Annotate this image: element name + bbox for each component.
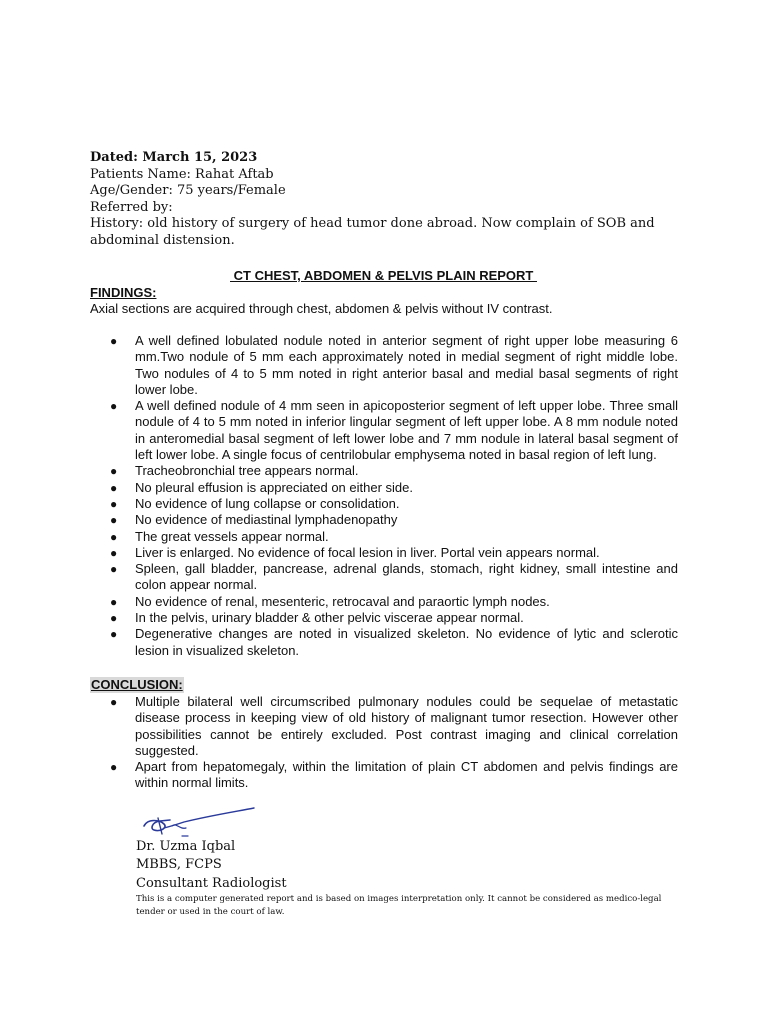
finding-text: Tracheobronchial tree appears normal. [135,463,359,479]
patient-name: Patients Name: Rahat Aftab [90,166,274,182]
doctor-title: Consultant Radiologist [136,875,287,891]
findings-heading: FINDINGS: [90,285,157,300]
bullet-icon: ● [110,529,118,544]
bullet-icon: ● [110,627,118,642]
list-item [108,463,678,479]
clinical-history: History: old history of surgery of head tumor done abroad. Now complain of SOB and abdominal distension. [90,216,655,248]
finding-text: No evidence of mediastinal lymphadenopathy [135,512,398,528]
report-date: Dated: March 15, 2023 [90,150,258,165]
list-item [108,480,678,496]
disclaimer-note: This is a computer generated report and is based on images interpretation only. It cannot be considered as medico-legal tender or used in the court of law. [136,894,662,917]
list-item [108,759,678,792]
list-item [108,529,678,545]
bullet-icon: ● [110,496,118,511]
signature-image [138,800,268,842]
list-item [108,610,678,626]
bullet-icon: ● [110,611,118,626]
finding-text: Spleen, gall bladder, pancrease, adrenal glands, stomach, right kidney, small intestine and colon appear normal. [135,561,678,593]
age-gender: Age/Gender: 75 years/Female [90,183,286,198]
list-item [108,512,678,528]
list-item [108,626,678,659]
conclusion-text: Multiple bilateral well circumscribed pulmonary nodules could be sequelae of metastatic disease process in keeping view of old history of malignant tumor resection. However other possibilities cannot be entirely excluded. Post contrast imaging and clinical correlation suggested. [135,694,678,758]
finding-text: A well defined nodule of 4 mm seen in apicoposterior segment of left upper lobe. Three small nodule of 4 to 5 mm noted in inferior lingular segment of left upper lobe. A 8 mm nodule noted in anteromedial basal segment of left lower lobe and 7 mm nodule in lateral basal segment of left lower lobe. A single focus of centrilobular emphysema noted in basal region of left lung. [135,398,678,463]
finding-text: A well defined lobulated nodule noted in anterior segment of right upper lobe measuring 6 mm.Two nodule of 5 mm each approximately noted in medial segment of right middle lobe. Two nodules of 4 to 5 mm noted in right anterior basal and medial basal segments of right lower lobe. [135,333,678,397]
finding-text: Degenerative changes are noted in visualized skeleton. No evidence of lytic and sclerotic lesion in visualized skeleton. [135,626,678,658]
list-item [108,333,678,398]
finding-text: Liver is enlarged. No evidence of focal lesion in liver. Portal vein appears normal. [135,544,600,560]
signatory-block [136,838,287,893]
bullet-icon: ● [110,399,118,414]
bullet-icon: ● [110,562,118,577]
conclusion-heading: CONCLUSION: [91,677,183,692]
conclusion-text: Apart from hepatomegaly, within the limitation of plain CT abdomen and pelvis findings are within normal limits. [135,759,678,791]
list-item [108,496,678,512]
findings-list [108,333,678,659]
conclusion-list [108,694,678,792]
list-item [108,545,678,561]
bullet-icon: ● [110,513,118,528]
list-item [108,594,678,610]
findings-intro: Axial sections are acquired through chest, abdomen & pelvis without IV contrast. [90,301,553,316]
list-item [108,561,678,594]
report-title: CT CHEST, ABDOMEN & PELVIS PLAIN REPORT [230,268,537,283]
doctor-qualifications: MBBS, FCPS [136,857,222,873]
bullet-icon: ● [110,594,118,609]
patient-header [90,150,690,249]
bullet-icon: ● [110,334,118,348]
list-item [108,694,678,759]
finding-text: No evidence of lung collapse or consolidation. [135,495,400,511]
finding-text: The great vessels appear normal. [135,528,329,544]
finding-text: No evidence of renal, mesenteric, retrocaval and paraortic lymph nodes. [135,593,550,609]
bullet-icon: ● [110,464,118,479]
referred-by: Referred by: [90,199,173,215]
finding-text: No pleural effusion is appreciated on either side. [135,479,413,495]
bullet-icon: ● [110,695,118,709]
bullet-icon: ● [110,480,118,495]
doctor-name: Dr. Uzma Iqbal [136,839,236,854]
finding-text: In the pelvis, urinary bladder & other pelvic viscerae appear normal. [135,610,524,626]
bullet-icon: ● [110,545,118,560]
list-item [108,398,678,463]
bullet-icon: ● [110,760,118,775]
